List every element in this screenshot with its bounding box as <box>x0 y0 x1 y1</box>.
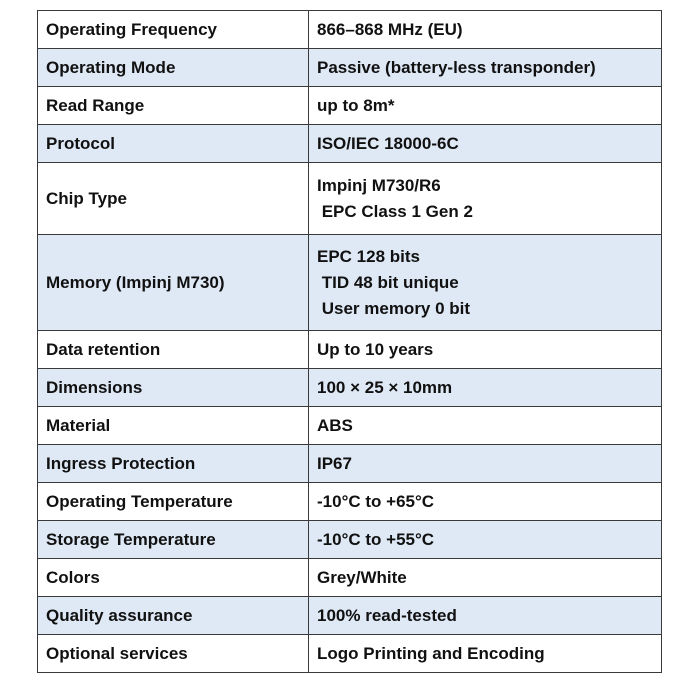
table-row <box>38 125 662 163</box>
spec-value: -10°C to +55°C <box>309 521 662 559</box>
spec-value: up to 8m* <box>309 87 662 125</box>
table-row <box>38 445 662 483</box>
spec-label: Colors <box>38 559 309 597</box>
specifications-table <box>37 10 662 673</box>
spec-label: Protocol <box>38 125 309 163</box>
table-row <box>38 163 662 235</box>
spec-value: Up to 10 years <box>309 331 662 369</box>
table-row <box>38 87 662 125</box>
spec-value: Logo Printing and Encoding <box>309 635 662 673</box>
spec-label: Optional services <box>38 635 309 673</box>
spec-label: Ingress Protection <box>38 445 309 483</box>
spec-value: -10°C to +65°C <box>309 483 662 521</box>
spec-label: Quality assurance <box>38 597 309 635</box>
table-row <box>38 49 662 87</box>
table-row <box>38 483 662 521</box>
spec-label: Chip Type <box>38 163 309 235</box>
table-row <box>38 11 662 49</box>
table-row <box>38 521 662 559</box>
spec-label: Material <box>38 407 309 445</box>
spec-label: Operating Frequency <box>38 11 309 49</box>
spec-value: 100 × 25 × 10mm <box>309 369 662 407</box>
spec-value: Grey/White <box>309 559 662 597</box>
table-row <box>38 597 662 635</box>
spec-value: 866–868 MHz (EU) <box>309 11 662 49</box>
spec-label: Storage Temperature <box>38 521 309 559</box>
spec-value: 100% read-tested <box>309 597 662 635</box>
table-row <box>38 407 662 445</box>
spec-value: ISO/IEC 18000-6C <box>309 125 662 163</box>
table-row <box>38 369 662 407</box>
spec-label: Data retention <box>38 331 309 369</box>
table-row <box>38 559 662 597</box>
spec-value: ABS <box>309 407 662 445</box>
spec-value: Impinj M730/R6 EPC Class 1 Gen 2 <box>309 163 662 235</box>
spec-label: Dimensions <box>38 369 309 407</box>
table-row <box>38 331 662 369</box>
spec-label: Memory (Impinj M730) <box>38 235 309 331</box>
spec-label: Operating Mode <box>38 49 309 87</box>
spec-value: EPC 128 bits TID 48 bit unique User memory 0 bit <box>309 235 662 331</box>
spec-label: Operating Temperature <box>38 483 309 521</box>
spec-label: Read Range <box>38 87 309 125</box>
spec-value: IP67 <box>309 445 662 483</box>
spec-value: Passive (battery-less transponder) <box>309 49 662 87</box>
table-row <box>38 635 662 673</box>
table-row <box>38 235 662 331</box>
